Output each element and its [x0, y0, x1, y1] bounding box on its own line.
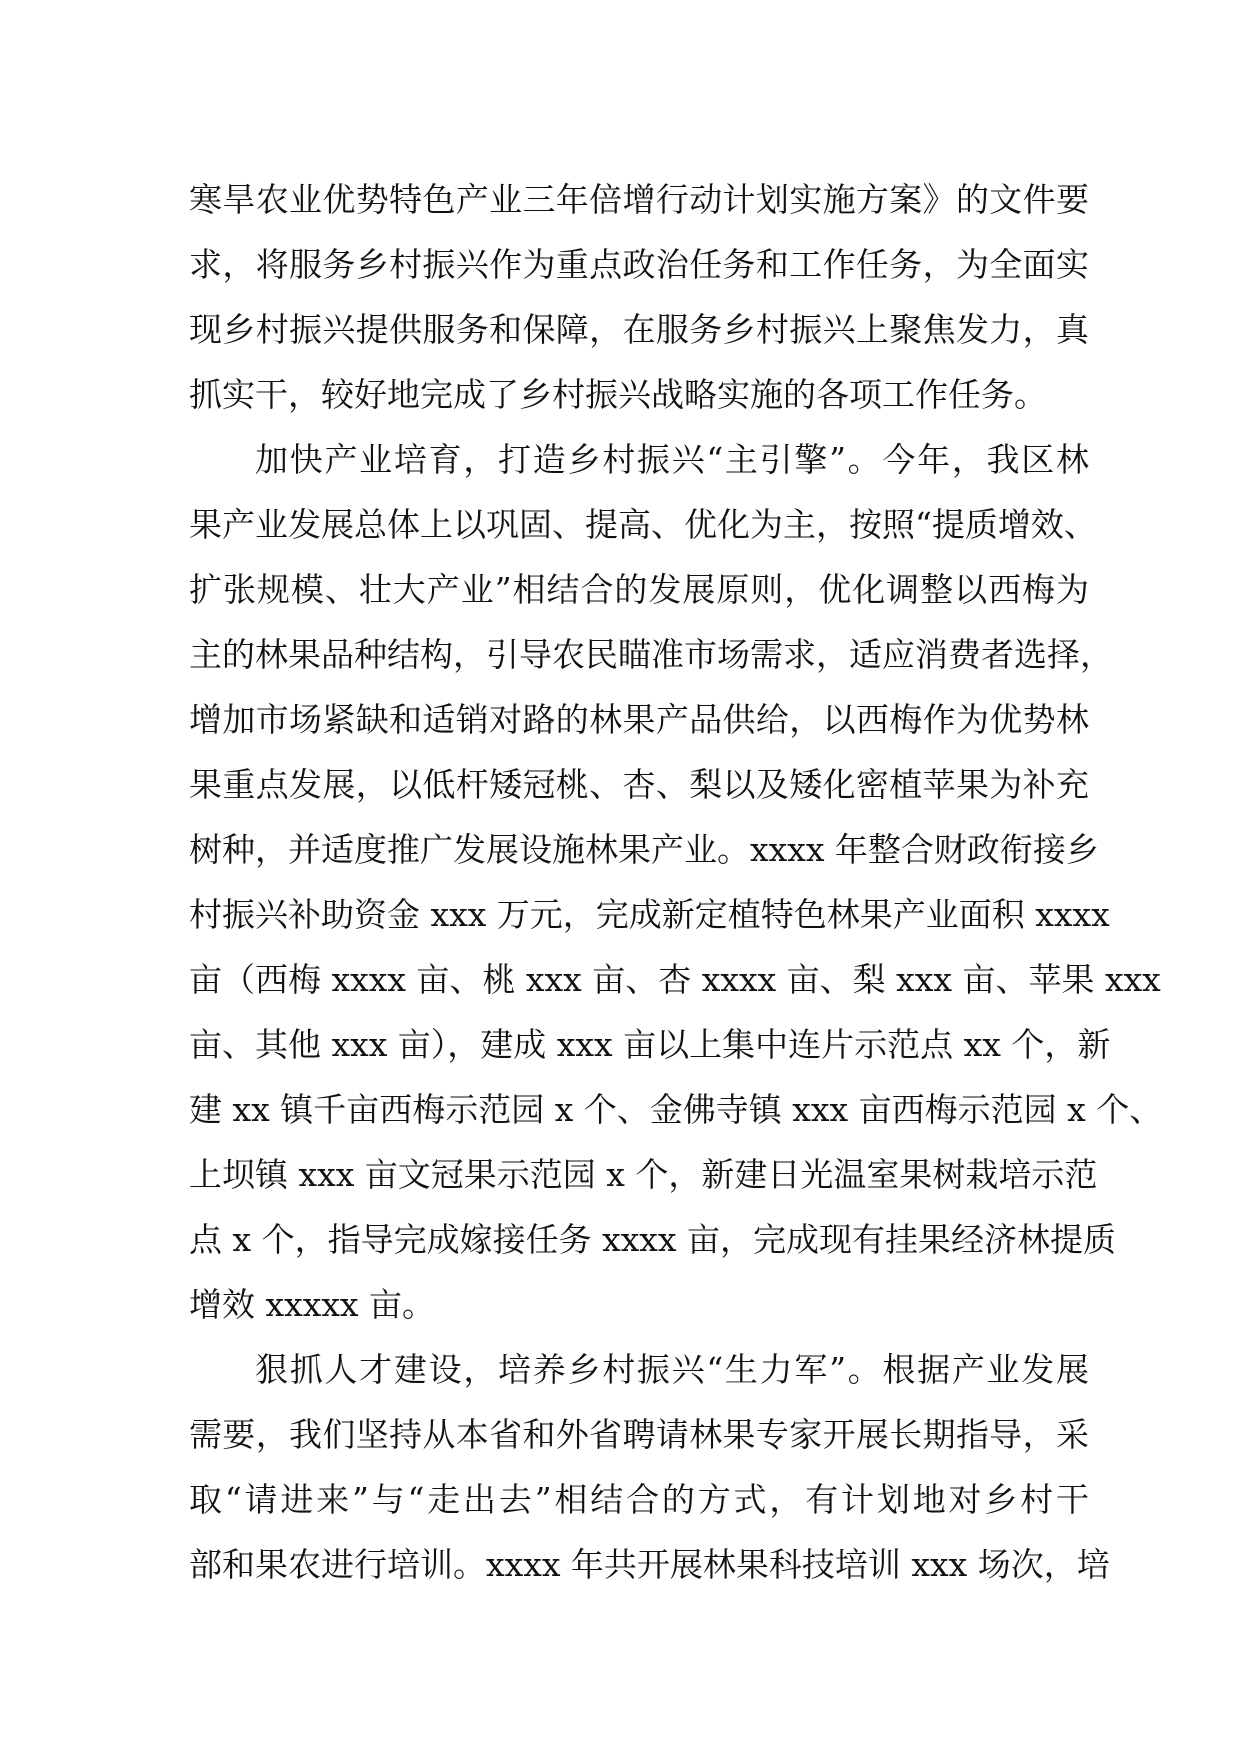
text-line: 点 x 个，指导完成嫁接任务 xxxx 亩，完成现有挂果经济林提质 — [189, 1220, 1117, 1259]
text-line: 需要，我们坚持从本省和外省聘请林果专家开展长期指导，采 — [189, 1415, 1089, 1454]
text-line: 主的林果品种结构，引导农民瞄准市场需求，适应消费者选择， — [189, 635, 1113, 674]
text-line: 亩、其他 xxx 亩），建成 xxx 亩以上集中连片示范点 xx 个，新 — [189, 1025, 1111, 1064]
text-line: 亩（西梅 xxxx 亩、桃 xxx 亩、杏 xxxx 亩、梨 xxx 亩、苹果 xxx — [189, 960, 1161, 999]
text-line: 取“请进来”与“走出去”相结合的方式，有计划地对乡村干 — [189, 1480, 1089, 1519]
text-line: 果重点发展，以低杆矮冠桃、杏、梨以及矮化密植苹果为补充 — [189, 765, 1089, 804]
text-line: 建 xx 镇千亩西梅示范园 x 个、金佛寺镇 xxx 亩西梅示范园 x 个、 — [189, 1090, 1163, 1129]
text-line: 增加市场紧缺和适销对路的林果产品供给，以西梅作为优势林 — [189, 700, 1089, 739]
document-body — [189, 167, 1163, 1597]
text-line: 抓实干，较好地完成了乡村振兴战略实施的各项工作任务。 — [189, 375, 1047, 414]
text-line: 扩张规模、壮大产业”相结合的发展原则，优化调整以西梅为 — [189, 570, 1089, 609]
text-line: 现乡村振兴提供服务和保障，在服务乡村振兴上聚焦发力，真 — [189, 310, 1089, 349]
text-line: 树种，并适度推广发展设施林果产业。xxxx 年整合财政衔接乡 — [189, 830, 1099, 869]
text-line: 求，将服务乡村振兴作为重点政治任务和工作任务，为全面实 — [189, 245, 1089, 284]
text-line: 村振兴补助资金 xxx 万元，完成新定植特色林果产业面积 xxxx — [189, 895, 1110, 934]
text-line: 增效 xxxxx 亩。 — [189, 1285, 436, 1324]
text-line: 上坝镇 xxx 亩文冠果示范园 x 个，新建日光温室果树栽培示范 — [189, 1155, 1098, 1194]
paragraph-first-line: 加快产业培育，打造乡村振兴“主引擎”。今年，我区林 — [255, 440, 1089, 479]
paragraph-first-line: 狠抓人才建设，培养乡村振兴“生力军”。根据产业发展 — [255, 1350, 1089, 1389]
text-line: 寒旱农业优势特色产业三年倍增行动计划实施方案》的文件要 — [189, 180, 1089, 219]
text-line: 果产业发展总体上以巩固、提高、优化为主，按照“提质增效、 — [189, 505, 1097, 544]
text-line: 部和果农进行培训。xxxx 年共开展林果科技培训 xxx 场次，培 — [189, 1545, 1110, 1584]
